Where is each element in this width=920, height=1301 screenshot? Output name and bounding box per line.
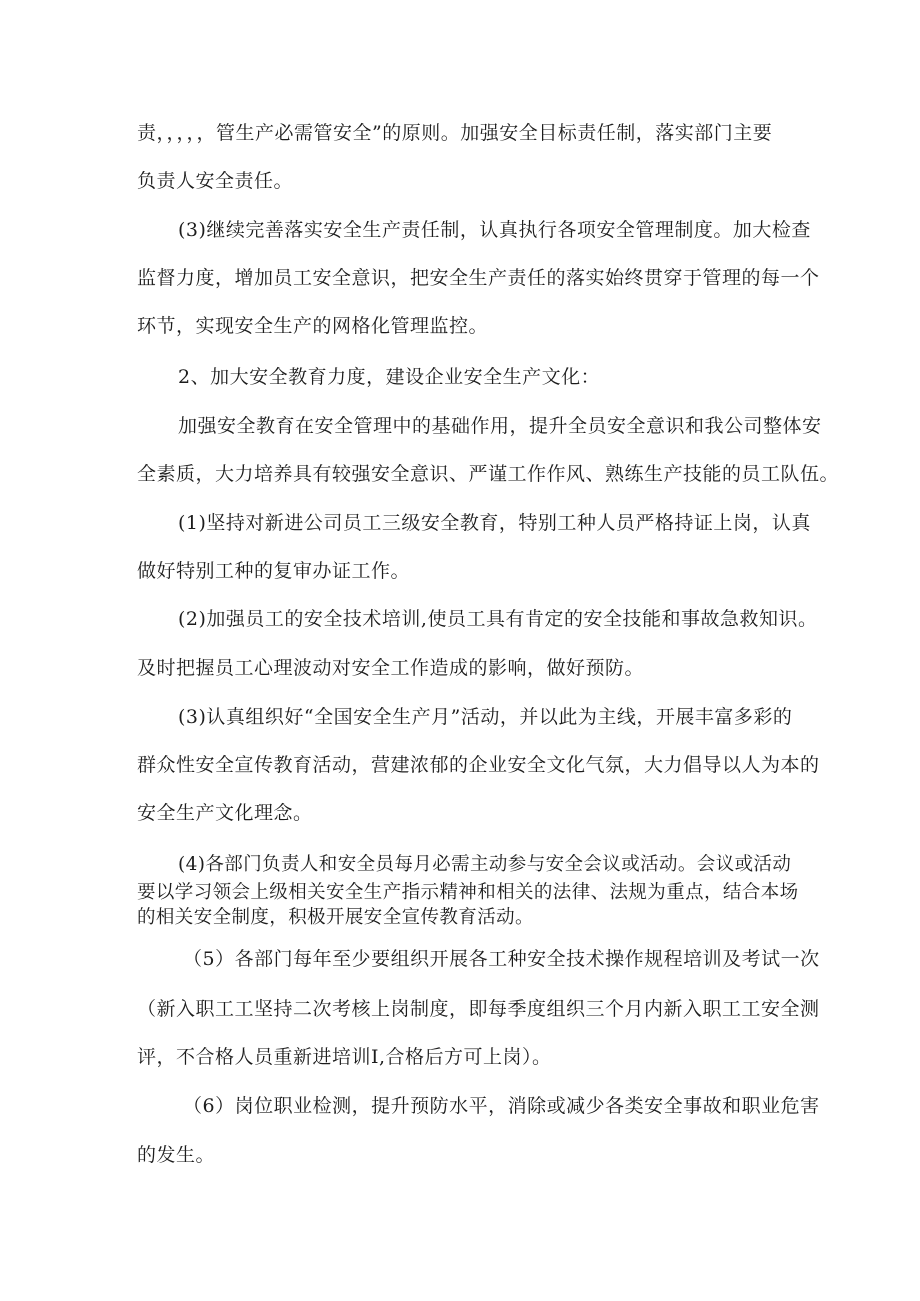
text-line: 要以学习领会上级相关安全生产指示精神和相关的法律、法规为重点，结合本场 — [137, 882, 799, 903]
text-line: 的相关安全制度，积极开展安全宣传教育活动。 — [137, 907, 534, 928]
text-line: 的发生。 — [137, 1144, 216, 1166]
text-line: (1)坚持对新进公司员工三级安全教育，特别工种人员严格持证上岗，认真 — [178, 512, 811, 534]
text-line: (2)加强员工的安全技术培训,使员工具有肯定的安全技能和事故急救知识。 — [178, 608, 818, 630]
text-line: 安全生产文化理念。 — [137, 802, 313, 824]
text-line: (3)继续完善落实安全生产责任制，认真执行各项安全管理制度。加大检查 — [178, 219, 811, 241]
text-line: 全素质，大力培养具有较强安全意识、严谨工作作风、熟练生产技能的员工队伍。 — [137, 463, 840, 485]
text-line: 做好特别工种的复审办证工作。 — [137, 560, 411, 582]
text-line: 监督力度，增加员工安全意识，把安全生产责任的落实始终贯穿于管理的每一个 — [137, 267, 820, 289]
text-line: 群众性安全宣传教育活动，营建浓郁的企业安全文化气氛，大力倡导以人为本的 — [137, 754, 820, 776]
text-line: (4)各部门负责人和安全员每月必需主动参与安全会议或活动。会议或活动 — [178, 854, 792, 875]
text-line: （新入职工工坚持二次考核上岗制度，即每季度组织三个月内新入职工工安全测 — [137, 998, 820, 1020]
text-line: 评，不合格人员重新进培训Ⅰ,合格后方可上岗）。 — [137, 1046, 552, 1068]
text-line: 加强安全教育在安全管理中的基础作用，提升全员安全意识和我公司整体安 — [178, 415, 822, 437]
section-heading: 2、加大安全教育力度，建设企业安全生产文化： — [178, 366, 601, 388]
text-line: 及时把握员工心理波动对安全工作造成的影响，做好预防。 — [137, 657, 645, 679]
text-line: (3)认真组织好“全国安全生产月”活动，并以此为主线，开展丰富多彩的 — [178, 706, 793, 728]
text-line: 负责人安全责任。 — [137, 170, 294, 192]
text-line: 环节，实现安全生产的网格化管理监控。 — [137, 315, 489, 337]
text-line: （5）各部门每年至少要组织开展各工种安全技术操作规程培训及考试一次 — [183, 948, 820, 970]
text-line: （6）岗位职业检测，提升预防水平，消除或减少各类安全事故和职业危害 — [183, 1095, 820, 1117]
text-line: 责，，，，，管生产必需管安全”的原则。加强安全目标责任制，落实部门主要 — [137, 122, 773, 144]
